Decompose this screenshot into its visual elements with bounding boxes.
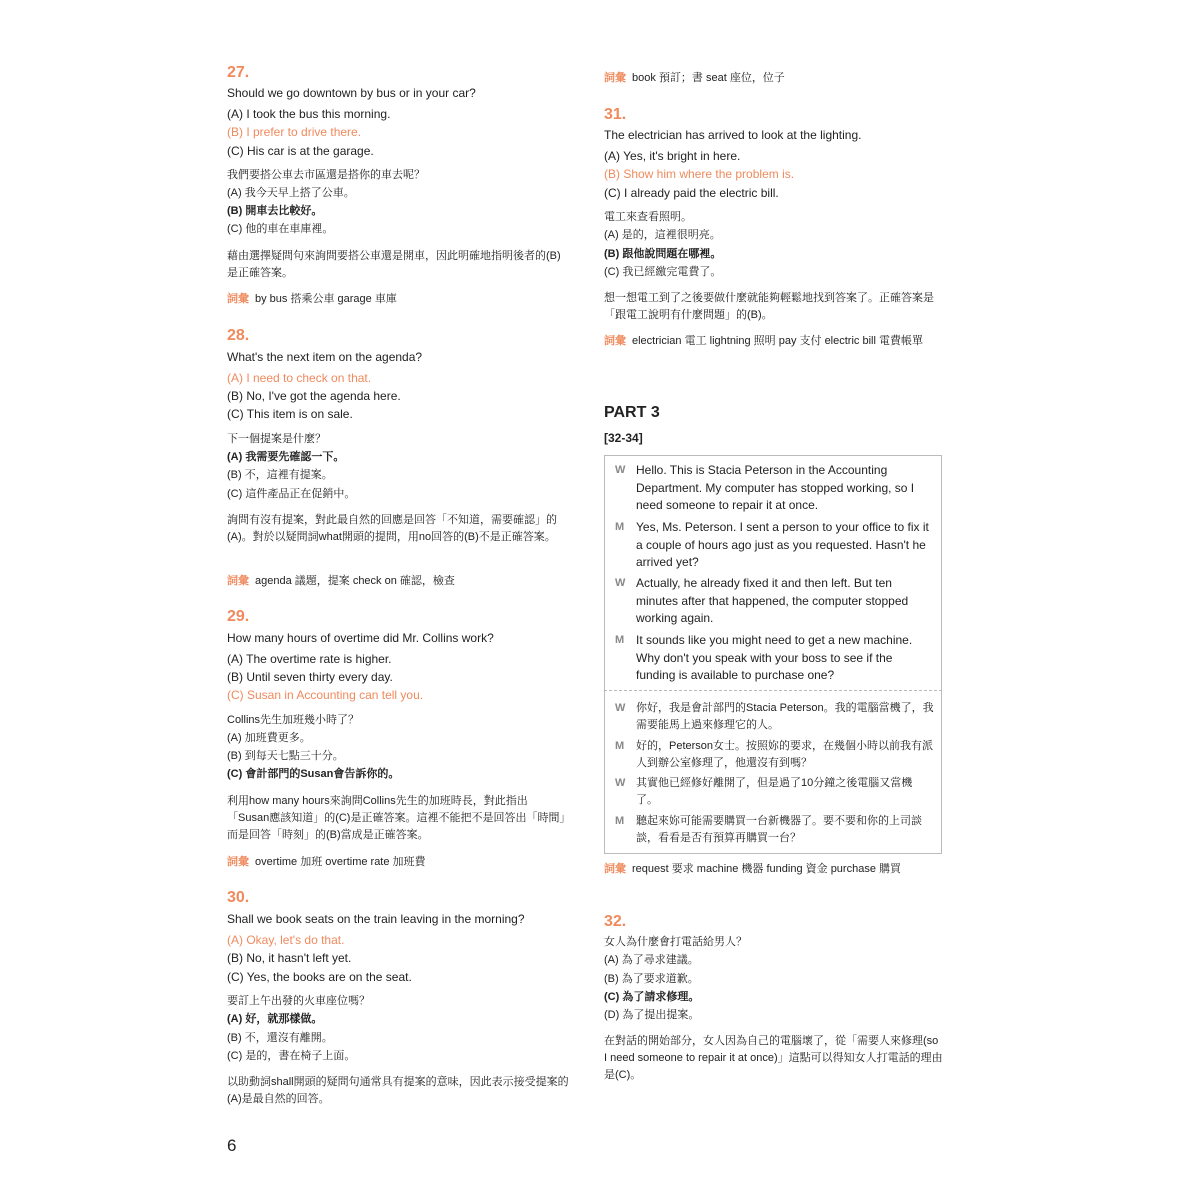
question-27-vocab bbox=[227, 291, 572, 307]
vocab-tag: 詞彙 bbox=[227, 856, 249, 868]
speaker-label: W bbox=[615, 702, 626, 714]
dialogue-line-zh: 聽起來妳可能需要購買一台新機器了。要不要和你的上司談談，看看是否有預算再購買一台？ bbox=[636, 815, 922, 844]
question-31-option-c: (C) I already paid the electric bill. bbox=[604, 186, 779, 200]
dialogue-divider bbox=[604, 690, 942, 691]
part-title: PART 3 bbox=[604, 404, 660, 421]
question-29-zh-question: Collins先生加班幾小時了？ bbox=[227, 714, 360, 726]
part-vocab bbox=[604, 861, 934, 877]
question-31-text: The electrician has arrived to look at the lighting. bbox=[604, 128, 862, 142]
vocab-text: by bus 搭乘公車 garage 車庫 bbox=[255, 293, 397, 305]
question-29-text: How many hours of overtime did Mr. Collins work? bbox=[227, 631, 494, 645]
question-30-zh-option-b: (B) 不，還沒有離開。 bbox=[227, 1032, 333, 1044]
page-number: 6 bbox=[227, 1136, 237, 1155]
question-27-zh-question: 我們要搭公車去市區還是搭你的車去呢？ bbox=[227, 169, 425, 181]
speaker-label: W bbox=[615, 777, 626, 789]
speaker-label: M bbox=[615, 740, 625, 752]
question-31-number: 31. bbox=[604, 106, 627, 123]
dialogue-line-zh: 你好，我是會計部門的Stacia Peterson。我的電腦當機了，我需要能馬上過來修理它的人。 bbox=[636, 702, 934, 731]
question-27-zh-option-a: (A) 我今天早上搭了公車。 bbox=[227, 187, 355, 199]
vocab-tag: 詞彙 bbox=[227, 293, 249, 305]
question-31-zh-option-c: (C) 我已經繳完電費了。 bbox=[604, 266, 722, 278]
question-32-zh-option-c: (C) 為了請求修理。 bbox=[604, 991, 700, 1003]
question-31-zh-option-b: (B) 跟他說問題在哪裡。 bbox=[604, 248, 722, 260]
question-30-explanation: 以助動詞shall開頭的疑問句通常具有提案的意味，因此表示接受提案的(A)是最自然的回答。 bbox=[227, 1076, 569, 1105]
question-range: [32-34] bbox=[604, 431, 643, 445]
question-30-option-a-answer: (A) Okay, let's do that. bbox=[227, 933, 345, 947]
question-28-vocab bbox=[227, 573, 572, 589]
question-32-zh-question: 女人為什麼會打電話給男人？ bbox=[604, 936, 747, 948]
question-28-explanation: 詢問有沒有提案，對此最自然的回應是回答「不知道，需要確認」的(A)。對於以疑問詞what開頭的提問，用no回答的(B)不是正確答案。 bbox=[227, 514, 557, 543]
speaker-label: M bbox=[615, 815, 625, 827]
question-28-zh-option-c: (C) 這件產品正在促銷中。 bbox=[227, 488, 356, 500]
question-31-explanation: 想一想電工到了之後要做什麼就能夠輕鬆地找到答案了。正確答案是「跟電工說明有什麼問題」的(B)。 bbox=[604, 292, 934, 321]
question-27-explanation: 藉由選擇疑問句來詢問要搭公車還是開車，因此明確地指明後者的(B)是正確答案。 bbox=[227, 250, 561, 279]
question-32-zh-option-b: (B) 為了要求道歉。 bbox=[604, 973, 699, 985]
question-29-option-b: (B) Until seven thirty every day. bbox=[227, 670, 393, 684]
question-29-zh-option-b: (B) 到每天七點三十分。 bbox=[227, 750, 344, 762]
question-30-option-b: (B) No, it hasn't left yet. bbox=[227, 951, 352, 965]
question-28-option-c: (C) This item is on sale. bbox=[227, 407, 353, 421]
question-32-number: 32. bbox=[604, 913, 627, 930]
question-28-text: What's the next item on the agenda? bbox=[227, 350, 423, 364]
question-27-zh-option-b: (B) 開車去比較好。 bbox=[227, 205, 323, 217]
speaker-label: M bbox=[615, 521, 625, 533]
question-27-text: Should we go downtown by bus or in your car? bbox=[227, 86, 476, 100]
question-31-zh-option-a: (A) 是的，這裡很明亮。 bbox=[604, 229, 721, 241]
vocab-tag: 詞彙 bbox=[604, 72, 626, 84]
speaker-label: W bbox=[615, 464, 626, 476]
question-29-option-c-answer: (C) Susan in Accounting can tell you. bbox=[227, 688, 424, 702]
question-31-option-a: (A) Yes, it's bright in here. bbox=[604, 149, 741, 163]
question-28-zh-option-a: (A) 我需要先確認一下。 bbox=[227, 451, 345, 463]
dialogue-line-zh: 好的，Peterson女士。按照妳的要求，在幾個小時以前我有派人到辦公室修理了，他還沒有到嗎？ bbox=[636, 740, 934, 769]
question-29-zh-option-a: (A) 加班費更多。 bbox=[227, 732, 311, 744]
question-27-option-c: (C) His car is at the garage. bbox=[227, 144, 374, 158]
question-29-zh-option-c: (C) 會計部門的Susan會告訴你的。 bbox=[227, 768, 400, 780]
question-30-zh-option-c: (C) 是的，書在椅子上面。 bbox=[227, 1050, 356, 1062]
question-31-option-b-answer: (B) Show him where the problem is. bbox=[604, 167, 795, 181]
vocab-tag: 詞彙 bbox=[604, 335, 626, 347]
question-28-zh-option-b: (B) 不，這裡有提案。 bbox=[227, 469, 333, 481]
question-32-explanation: 在對話的開始部分，女人因為自己的電腦壞了，從「需要人來修理(so I need someone to repair it at once)」這點可以得知女人打電話的理由是(C)。 bbox=[604, 1035, 943, 1081]
question-31-zh-question: 電工來查看照明。 bbox=[604, 211, 692, 223]
vocab-text: request 要求 machine 機器 funding 資金 purchase 購買 bbox=[632, 863, 901, 875]
question-30-zh-question: 要訂上午出發的火車座位嗎？ bbox=[227, 995, 370, 1007]
vocab-text: overtime 加班 overtime rate 加班費 bbox=[255, 856, 426, 868]
dialogue-line-en: Hello. This is Stacia Peterson in the Accounting Department. My computer has stopped working, so I need someone to repair it at once. bbox=[636, 463, 915, 512]
question-30-text: Shall we book seats on the train leaving in the morning? bbox=[227, 912, 525, 926]
question-29-vocab bbox=[227, 854, 572, 870]
vocab-text: electrician 電工 lightning 照明 pay 支付 electric bill 電費帳單 bbox=[632, 335, 923, 347]
vocab-text: book 預訂；書 seat 座位，位子 bbox=[632, 72, 785, 84]
question-30-number: 30. bbox=[227, 889, 250, 906]
dialogue-line-en: It sounds like you might need to get a new machine. Why don't you speak with your boss to see if the funding is available to purchase one? bbox=[636, 633, 913, 682]
question-30-vocab bbox=[604, 70, 944, 86]
question-27-zh-option-c: (C) 他的車在車庫裡。 bbox=[227, 223, 334, 235]
vocab-tag: 詞彙 bbox=[227, 575, 249, 587]
vocab-tag: 詞彙 bbox=[604, 863, 626, 875]
speaker-label: W bbox=[615, 577, 626, 589]
question-32-zh-option-a: (A) 為了尋求建議。 bbox=[604, 954, 699, 966]
question-30-zh-option-a: (A) 好，就那樣做。 bbox=[227, 1013, 323, 1025]
question-28-number: 28. bbox=[227, 327, 250, 344]
question-28-zh-question: 下一個提案是什麼？ bbox=[227, 433, 326, 445]
dialogue-line-zh: 其實他已經修好離開了，但是過了10分鐘之後電腦又當機了。 bbox=[636, 777, 913, 806]
question-28-option-a-answer: (A) I need to check on that. bbox=[227, 371, 372, 385]
speaker-label: M bbox=[615, 634, 625, 646]
question-31-vocab bbox=[604, 333, 944, 349]
question-30-option-c: (C) Yes, the books are on the seat. bbox=[227, 970, 412, 984]
question-29-number: 29. bbox=[227, 608, 250, 625]
question-27-option-a: (A) I took the bus this morning. bbox=[227, 107, 391, 121]
question-27-number: 27. bbox=[227, 64, 250, 81]
vocab-text: agenda 議題，提案 check on 確認，檢查 bbox=[255, 575, 455, 587]
question-29-explanation: 利用how many hours來詢問Collins先生的加班時長，對此指出「Susan應該知道」的(C)是正確答案。這裡不能把不是回答出「時間」而是回答「時刻」的(B)當成是正確答案。 bbox=[227, 795, 565, 841]
question-28-option-b: (B) No, I've got the agenda here. bbox=[227, 389, 401, 403]
dialogue-line-en: Yes, Ms. Peterson. I sent a person to your office to fix it a couple of hours ago just as you requested. Hasn't he arrived yet? bbox=[636, 520, 929, 569]
question-32-zh-option-d: (D) 為了提出提案。 bbox=[604, 1009, 700, 1021]
dialogue-line-en: Actually, he already fixed it and then left. But ten minutes after that happened, the computer stopped working again. bbox=[636, 576, 909, 625]
question-29-option-a: (A) The overtime rate is higher. bbox=[227, 652, 392, 666]
question-27-option-b-answer: (B) I prefer to drive there. bbox=[227, 125, 362, 139]
